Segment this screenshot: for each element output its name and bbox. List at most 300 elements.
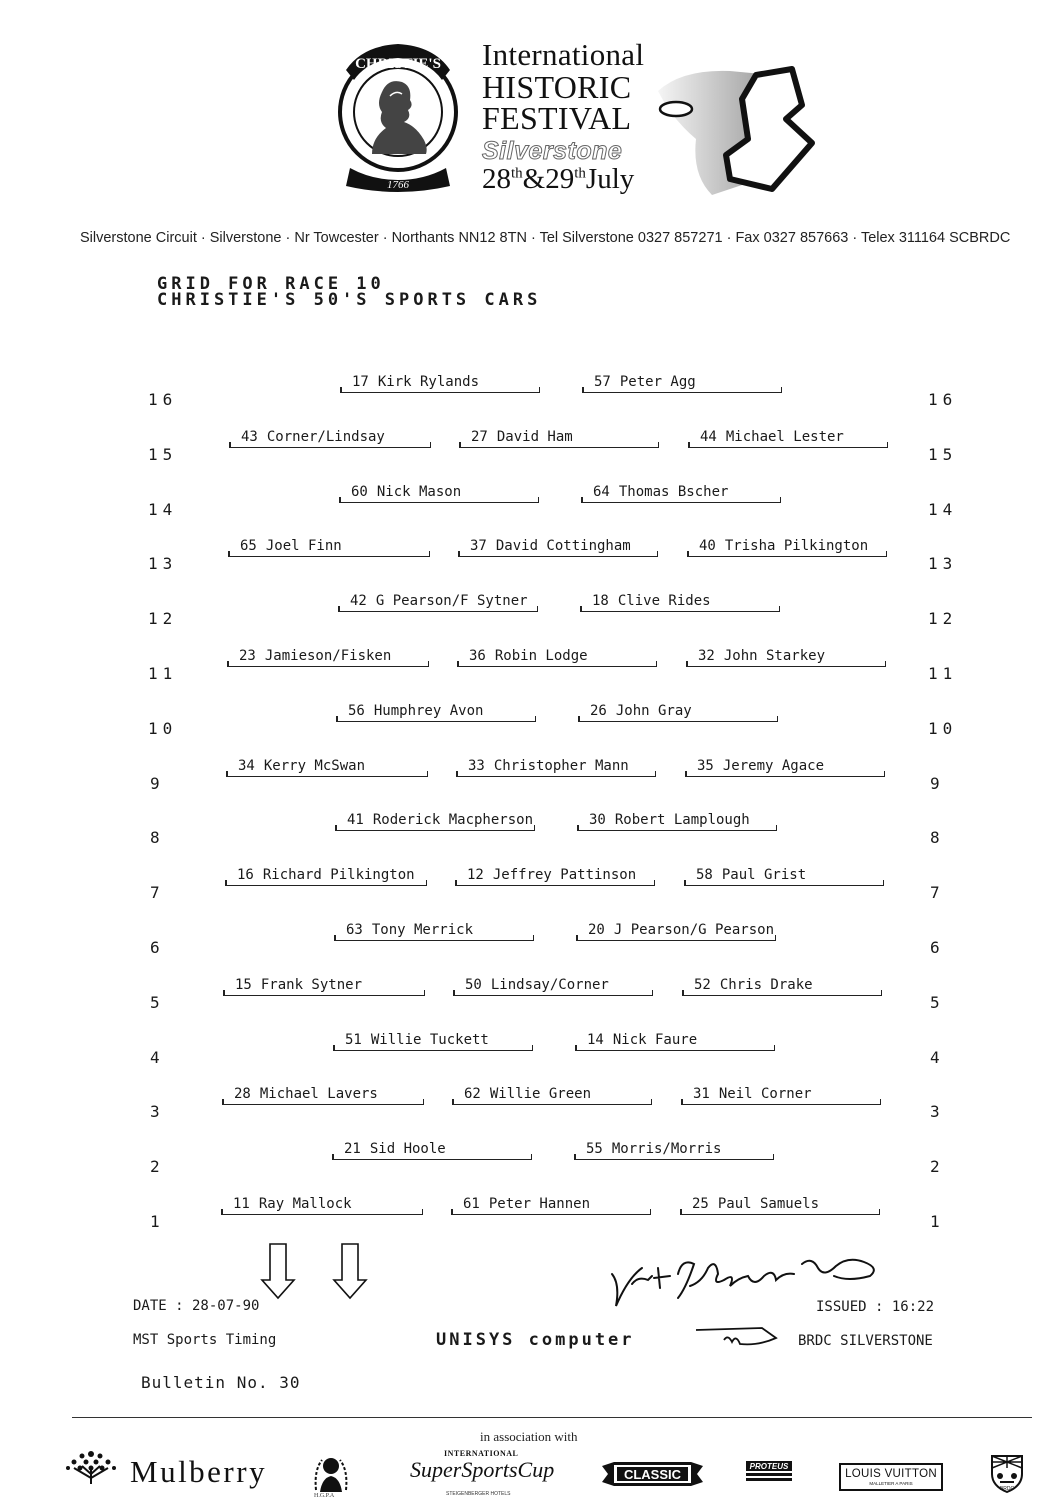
slot-tick [451,1209,453,1215]
slot-tick [532,1045,534,1051]
grid-row-number-left: 12 [148,609,178,628]
slot-tick [687,551,689,557]
slot-entry [344,1141,446,1157]
grid-row-number-right: 9 [930,774,945,793]
grid-row-number-right: 2 [930,1157,945,1176]
slot-tick [221,1209,223,1215]
grid-slot [339,484,539,503]
slot-underline [456,776,656,777]
slot-entry [697,758,824,774]
slot-underline [451,1214,651,1215]
festival-venue: Silverstone [482,137,623,165]
slot-tick [456,771,458,777]
slot-tick [222,1099,224,1105]
car-number: 32 [698,648,715,664]
driver-name: Frank Sytner [260,977,363,993]
slot-entry [240,538,342,554]
slot-entry [699,538,868,554]
slot-entry [693,1086,812,1102]
slot-entry [592,593,711,609]
slot-underline [336,721,536,722]
grid-slot [459,429,659,448]
grid-slot [333,1032,533,1051]
grid-row-number-right: 8 [930,828,945,847]
grid-slot [229,429,431,448]
driver-name: Joel Finn [265,538,342,554]
slot-entry [345,1032,489,1048]
slot-entry [586,1141,721,1157]
car-number: 62 [464,1086,481,1102]
driver-name: Robin Lodge [494,648,588,664]
car-number: 58 [696,867,713,883]
driver-name: Trisha Pilkington [724,538,869,554]
slot-underline [228,556,430,557]
car-number: 23 [239,648,256,664]
slot-underline [338,611,538,612]
grid-row-number-left: 15 [148,445,178,464]
slot-entry [594,374,696,390]
grid-slot [574,1141,774,1160]
classic-logo [600,1460,705,1488]
grid-slot [225,867,427,886]
grid-row-number-left: 5 [150,993,165,1012]
slot-underline [681,1104,881,1105]
car-number: 64 [593,484,610,500]
grid-row-number-right: 3 [930,1102,945,1121]
grid-row-number-left: 13 [148,554,178,573]
driver-name: Peter Hannen [488,1196,591,1212]
grid-slot [457,648,657,667]
slot-tick [651,1099,653,1105]
grid-row-number-right: 5 [930,993,945,1012]
festival-title-line-1: International [482,37,645,72]
driver-name: Neil Corner [718,1086,812,1102]
driver-name: Clive Rides [617,593,711,609]
slot-tick [654,880,656,886]
driver-name: Kirk Rylands [377,374,480,390]
proteus-logo [744,1459,794,1485]
driver-name: Jeffrey Pattinson [492,867,637,883]
slot-underline [574,1159,774,1160]
grid-slot [685,758,885,777]
grid-row-number-left: 4 [150,1048,165,1067]
car-number: 44 [700,429,717,445]
slot-entry [467,867,636,883]
grid-row-number-left: 1 [150,1212,165,1231]
slot-underline [582,392,782,393]
driver-name: Lindsay/Corner [490,977,609,993]
slot-underline [457,666,657,667]
car-number: 41 [347,812,364,828]
slot-tick [537,606,539,612]
slot-entry [589,812,750,828]
slot-tick [223,990,225,996]
hgpa-bust-logo [312,1450,350,1496]
grid-slot [575,1032,775,1051]
slot-tick [885,661,887,667]
car-number: 28 [234,1086,251,1102]
date-suffix: th [574,165,586,182]
driver-name: Christopher Mann [493,758,629,774]
grid-row-number-left: 9 [150,774,165,793]
driver-name: Jamieson/Fisken [264,648,392,664]
car-number: 57 [594,374,611,390]
slot-tick [538,497,540,503]
slot-tick [578,716,580,722]
slot-tick [534,825,536,831]
grid-row-number-left: 11 [148,664,178,683]
slot-tick [686,661,688,667]
driver-name: Michael Lester [725,429,844,445]
mulberry-logo: Mulberry [130,1454,268,1489]
slot-tick [657,551,659,557]
car-number: 33 [468,758,485,774]
driver-name: John Gray [615,703,692,719]
grid-slot [681,1086,881,1105]
driver-name: Nick Faure [612,1032,698,1048]
slot-entry [700,429,844,445]
slot-tick [457,661,459,667]
slot-underline [227,666,429,667]
grid-slot [576,922,776,941]
car-number: 37 [470,538,487,554]
proteus-text: PROTEUS [749,1462,789,1471]
slot-underline [575,1050,775,1051]
slot-underline [577,830,777,831]
slot-underline [459,447,659,448]
grid-slot [334,922,534,941]
grid-slot [578,703,778,722]
slot-tick [656,661,658,667]
grid-slot [452,1086,652,1105]
slot-underline [339,502,539,503]
slot-tick [336,716,338,722]
slot-underline [581,502,781,503]
slot-tick [681,1099,683,1105]
grid-slot [451,1196,651,1215]
louis-vuitton-logo [839,1463,943,1491]
classic-text: CLASSIC [623,1467,682,1482]
slot-tick [332,1154,334,1160]
issue-date: DATE : 28-07-90 [133,1298,260,1314]
grid-slot [335,812,535,831]
slot-underline [458,556,658,557]
driver-name: Tony Merrick [371,922,474,938]
festival-title-line-2: HISTORIC [482,69,632,105]
association-caption: in association with [480,1429,578,1444]
car-number: 43 [241,429,258,445]
driver-name: Paul Grist [721,867,807,883]
slot-underline [452,1104,652,1105]
slot-entry [692,1196,819,1212]
slot-tick [879,1209,881,1215]
slot-tick [576,935,578,941]
driver-name: Corner/Lindsay [266,429,385,445]
slot-underline [226,776,428,777]
grid-row-number-left: 2 [150,1157,165,1176]
car-number: 20 [588,922,605,938]
grid-slot [682,977,882,996]
car-number: 14 [587,1032,604,1048]
slot-underline [580,611,780,612]
slot-tick [682,990,684,996]
car-number: 12 [467,867,484,883]
slot-entry [346,922,473,938]
slot-underline [333,1050,533,1051]
bulletin-number: Bulletin No. 30 [141,1373,301,1392]
car-number: 63 [346,922,363,938]
slot-underline [335,830,535,831]
slot-entry [234,1086,378,1102]
slot-tick [424,990,426,996]
festival-title-line-3: FESTIVAL [482,100,632,136]
computer-credit: UNISYS computer [436,1330,635,1350]
slot-tick [652,990,654,996]
slot-entry [233,1196,352,1212]
slot-underline [688,447,888,448]
car-number: 51 [345,1032,362,1048]
hgpa-caption: H.G.P.A [314,1493,335,1499]
car-number: 56 [348,703,365,719]
grid-slot [221,1196,423,1215]
slot-tick [426,880,428,886]
car-number: 35 [697,758,714,774]
car-number: 34 [238,758,255,774]
grid-row-number-right: 16 [928,390,958,409]
slot-tick [225,880,227,886]
slot-underline [334,940,534,941]
slot-entry [241,429,385,445]
grid-row-number-left: 3 [150,1102,165,1121]
car-number: 31 [693,1086,710,1102]
slot-tick [535,716,537,722]
car-number: 26 [590,703,607,719]
driver-name: John Starkey [723,648,826,664]
slot-entry [347,812,533,828]
slot-underline [332,1159,532,1160]
driver-name: Peter Agg [619,374,696,390]
slot-underline [684,885,884,886]
grid-slot [582,374,782,393]
slot-tick [650,1209,652,1215]
slot-entry [593,484,728,500]
grid-row-number-right: 6 [930,938,945,957]
slot-tick [226,771,228,777]
slot-entry [238,758,365,774]
slot-tick [779,606,781,612]
slot-tick [574,1154,576,1160]
grid-slot [688,429,888,448]
slot-tick [229,442,231,448]
slot-underline [685,776,885,777]
driver-name: Willie Green [489,1086,592,1102]
car-number: 21 [344,1141,361,1157]
mulberry-tree-logo [62,1446,120,1486]
slot-underline [578,721,778,722]
slot-entry [468,758,629,774]
grid-row-number-right: 13 [928,554,958,573]
slot-tick [777,716,779,722]
car-number: 16 [237,867,254,883]
car-number: 61 [463,1196,480,1212]
grid-slot [455,867,655,886]
louis-vuitton-name: LOUIS VUITTON [845,1468,937,1480]
slot-entry [464,1086,591,1102]
grid-slot [228,538,430,557]
slot-entry [352,374,479,390]
slot-entry [694,977,813,993]
slot-tick [582,387,584,393]
slot-tick [227,661,229,667]
race-name: CHRISTIE'S 50'S SPORTS CARS [157,290,542,310]
driver-name: Kerry McSwan [263,758,366,774]
slot-tick [883,880,885,886]
slot-tick [459,442,461,448]
slot-underline [225,885,427,886]
grid-row-number-left: 7 [150,883,165,902]
slot-tick [338,606,340,612]
slot-tick [880,1099,882,1105]
slot-underline [222,1104,424,1105]
grid-row-number-left: 16 [148,390,178,409]
slot-entry [465,977,609,993]
slot-tick [887,442,889,448]
grid-row-number-right: 15 [928,445,958,464]
slot-tick [452,1099,454,1105]
driver-name: Nick Mason [376,484,462,500]
grid-row-number-left: 14 [148,500,178,519]
car-number: 18 [592,593,609,609]
driver-name: Willie Tuckett [370,1032,489,1048]
slot-entry [348,703,483,719]
grid-slot [340,374,540,393]
grid-row-number-left: 8 [150,828,165,847]
slot-entry [471,429,573,445]
grid-slot [577,812,777,831]
grid-slot [680,1196,880,1215]
slot-tick [430,442,432,448]
driver-name: Ray Mallock [258,1196,352,1212]
slot-tick [780,497,782,503]
driver-name: Thomas Bscher [618,484,729,500]
driver-name: Michael Lavers [259,1086,378,1102]
date-suffix: th [511,165,523,182]
slot-tick [339,497,341,503]
driver-name: Robert Lamplough [614,812,750,828]
slot-tick [658,442,660,448]
down-arrows-icon [258,1240,378,1302]
slot-entry [469,648,588,664]
slot-entry [239,648,391,664]
slot-entry [590,703,692,719]
slot-tick [334,935,336,941]
grid-slot [222,1086,424,1105]
driver-name: Humphrey Avon [373,703,484,719]
slot-tick [881,990,883,996]
slot-underline [687,556,887,557]
grid-row-number-right: 12 [928,609,958,628]
festival-dates: 28th&29thJuly [482,163,635,195]
slot-entry [470,538,631,554]
driver-name: David Ham [496,429,573,445]
supersports-cup-logo: SuperSportsCup [410,1457,555,1482]
slot-tick [776,825,778,831]
driver-name: J Pearson/G Pearson [613,922,775,938]
car-number: 55 [586,1141,603,1157]
footer-divider [72,1417,1032,1418]
car-number: 50 [465,977,482,993]
slot-underline [453,995,653,996]
circuit-address: Silverstone Circuit · Silverstone · Nr Towcester · Northants NN12 8TN · Tel Silverstone 0327 857271 · Fax 0327 857663 · Telex 311164 SCBRDC [80,230,1011,246]
slot-underline [229,447,431,448]
car-number: 36 [469,648,486,664]
grid-title: GRID FOR RACE 10 [157,274,385,294]
slot-tick [531,1154,533,1160]
brdc-crest-text: BRDC [999,1486,1015,1492]
car-number: 27 [471,429,488,445]
slot-entry [587,1032,697,1048]
slot-tick [774,1045,776,1051]
slot-tick [335,825,337,831]
slot-tick [655,771,657,777]
grid-row-number-right: 11 [928,664,958,683]
grid-slot [458,538,658,557]
grid-slot [338,593,538,612]
slot-tick [539,387,541,393]
supersports-international: INTERNATIONAL [444,1449,519,1458]
car-number: 11 [233,1196,250,1212]
grid-slot [686,648,886,667]
slot-tick [580,606,582,612]
slot-tick [577,825,579,831]
car-number: 17 [352,374,369,390]
slot-entry [698,648,825,664]
slot-underline [340,392,540,393]
slot-tick [428,661,430,667]
slot-underline [686,666,886,667]
timing-provider: MST Sports Timing [133,1332,277,1348]
slot-tick [458,551,460,557]
grid-slot [336,703,536,722]
car-number: 42 [350,593,367,609]
slot-tick [773,1154,775,1160]
slot-tick [427,771,429,777]
grid-row-number-right: 1 [930,1212,945,1231]
grid-row-number-left: 6 [150,938,165,957]
grid-row-number-right: 7 [930,883,945,902]
driver-name: Jeremy Agace [722,758,825,774]
slot-entry [350,593,528,609]
grid-slot [581,484,781,503]
driver-name: G Pearson/F Sytner [375,593,528,609]
slot-underline [221,1214,423,1215]
grid-slot [456,758,656,777]
driver-name: Morris/Morris [611,1141,722,1157]
car-number: 15 [235,977,252,993]
slot-tick [340,387,342,393]
seal-year: 1766 [387,179,409,191]
driver-name: Sid Hoole [369,1141,446,1157]
louis-vuitton-sub: MALLETIER A PARIS [869,1481,913,1486]
slot-tick [429,551,431,557]
slot-underline [576,940,776,941]
slot-tick [423,1099,425,1105]
slot-tick [533,935,535,941]
slot-tick [228,551,230,557]
slot-tick [575,1045,577,1051]
driver-name: Richard Pilkington [262,867,415,883]
grid-slot [332,1141,532,1160]
